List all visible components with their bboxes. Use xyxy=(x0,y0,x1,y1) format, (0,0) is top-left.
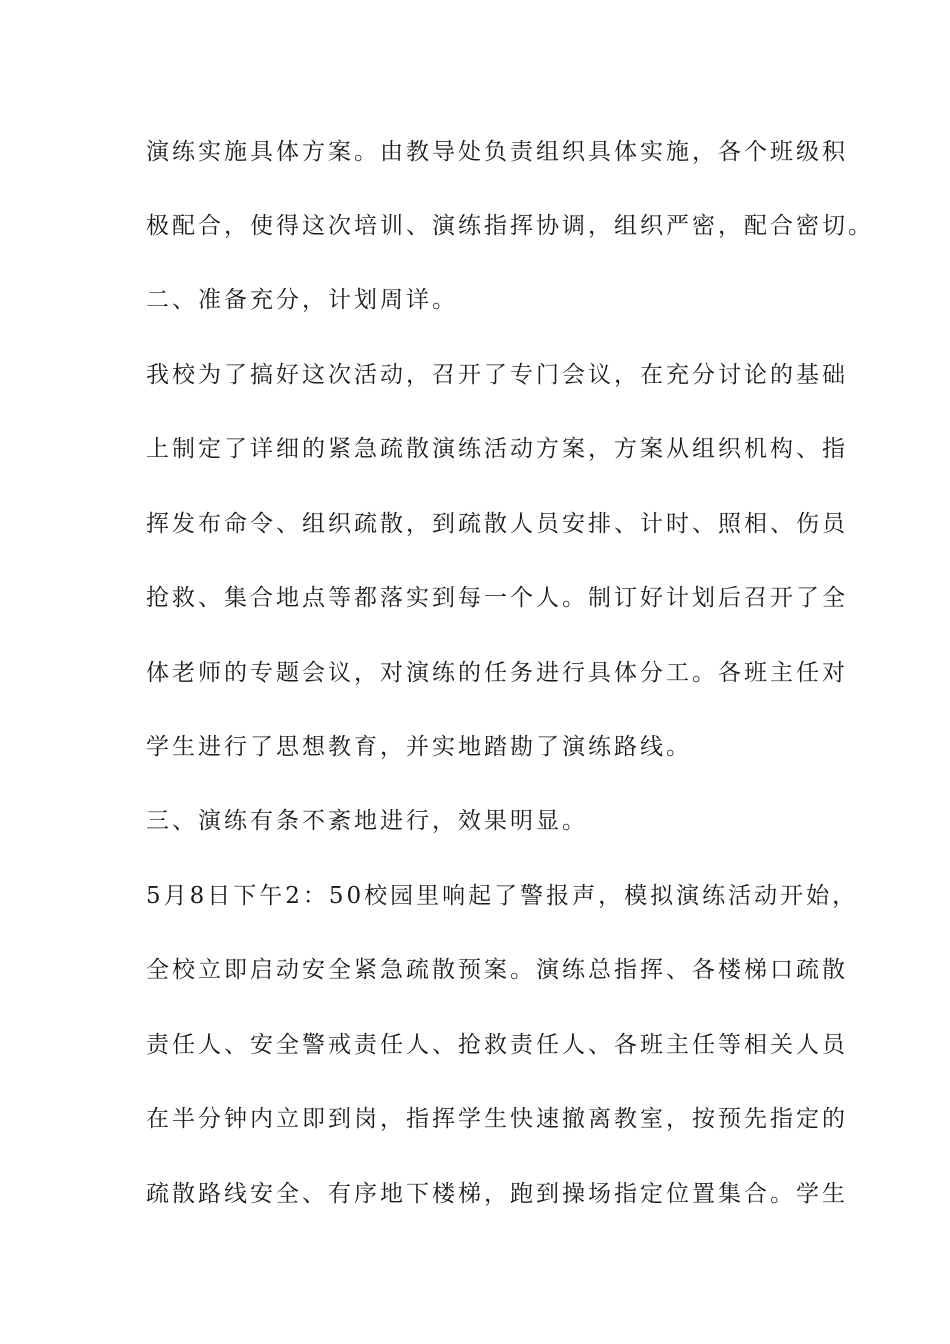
body-text-line: 我校为了搞好这次活动，召开了专门会议，在充分讨论的基础 xyxy=(146,362,848,388)
body-text-line: 抢救、集合地点等都落实到每一个人。制订好计划后召开了全 xyxy=(146,585,848,611)
body-text-line: 极配合，使得这次培训、演练指挥协调，组织严密，配合密切。 xyxy=(146,213,874,239)
body-text-line: 体老师的专题会议，对演练的任务进行具体分工。各班主任对 xyxy=(146,660,848,686)
body-text-line: 疏散路线安全、有序地下楼梯，跑到操场指定位置集合。学生 xyxy=(146,1181,848,1207)
body-text-line: 挥发布命令、组织疏散，到疏散人员安排、计时、照相、伤员 xyxy=(146,511,848,537)
body-text-line: 5月8日下午2：50校园里响起了警报声，模拟演练活动开始， xyxy=(146,883,859,909)
body-text-line: 学生进行了思想教育，并实地踏勘了演练路线。 xyxy=(146,734,692,760)
body-text-line: 责任人、安全警戒责任人、抢救责任人、各班主任等相关人员 xyxy=(146,1032,848,1058)
section-heading: 二、准备充分，计划周详。 xyxy=(146,287,458,313)
section-heading: 三、演练有条不紊地进行，效果明显。 xyxy=(146,808,588,834)
body-text-line: 全校立即启动安全紧急疏散预案。演练总指挥、各楼梯口疏散 xyxy=(146,957,848,983)
body-text-line: 上制定了详细的紧急疏散演练活动方案，方案从组织机构、指 xyxy=(146,436,848,462)
body-text-line: 演练实施具体方案。由教导处负责组织具体实施，各个班级积 xyxy=(146,139,848,165)
body-text-line: 在半分钟内立即到岗，指挥学生快速撤离教室，按预先指定的 xyxy=(146,1106,848,1132)
